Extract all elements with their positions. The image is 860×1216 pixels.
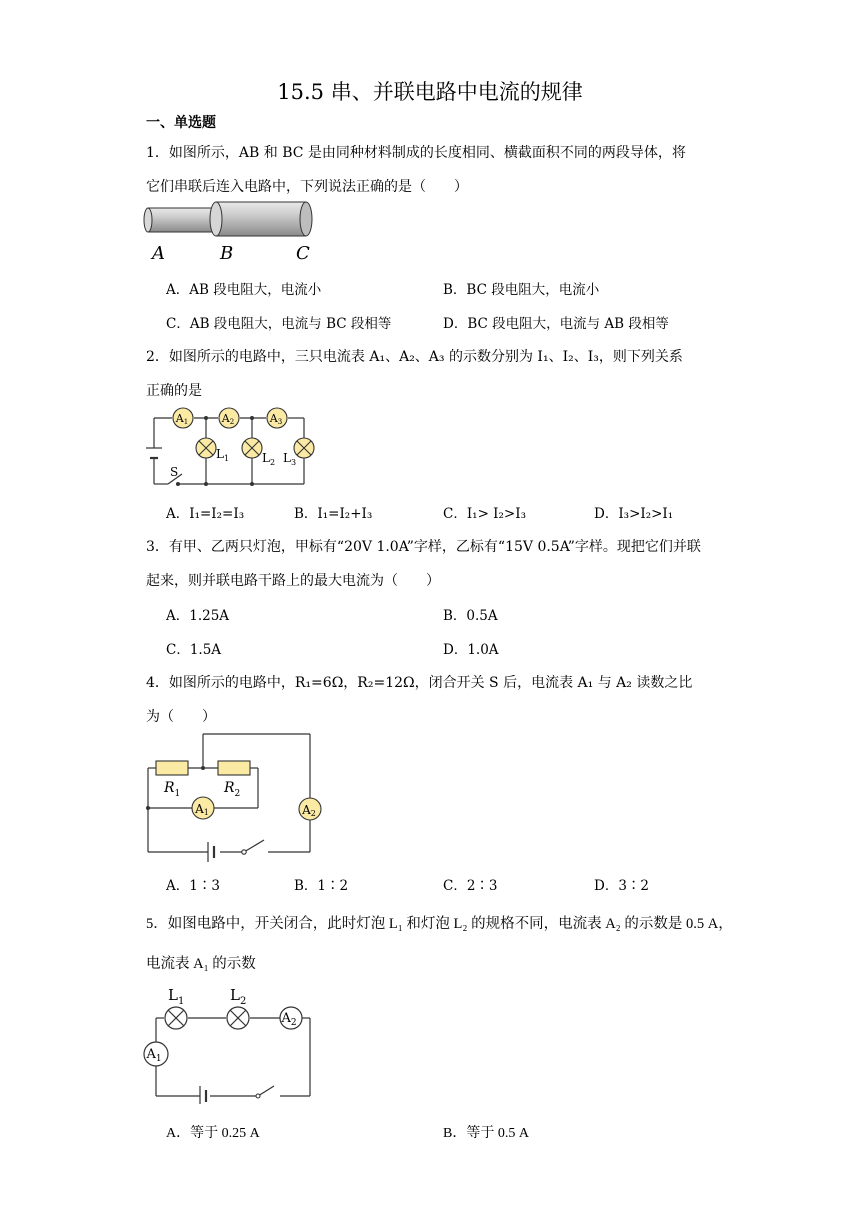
- q1-option-d[interactable]: D．BC 段电阻大，电流与 AB 段相等: [443, 316, 669, 332]
- resistor-r1: [156, 761, 188, 775]
- q1-option-a[interactable]: A．AB 段电阻大，电流小: [166, 282, 322, 298]
- q4-option-c[interactable]: C．2∶3: [443, 878, 498, 894]
- q4-option-a[interactable]: A．1∶3: [166, 878, 220, 894]
- q1-option-b[interactable]: B．BC 段电阻大，电流小: [443, 282, 600, 298]
- svg-text:R2: $R_2$: [224, 780, 241, 799]
- q1-stem-line2: 它们串联后连入电路中，下列说法正确的是（ ）: [146, 179, 468, 195]
- svg-text:L2: $L_2$: [262, 451, 276, 467]
- q5-stem-line2: 电流表 A₁ 的示数: [146, 956, 256, 972]
- q3-option-d[interactable]: D．1.0A: [443, 642, 499, 658]
- svg-text:A2: A2: [302, 803, 316, 818]
- page-title: 15.5 串、并联电路中电流的规律: [277, 80, 583, 104]
- q1-stem-line1: 1．如图所示，AB 和 BC 是由同种材料制成的长度相同、横截面积不同的两段导体，将: [146, 145, 686, 161]
- q2-option-d[interactable]: D．I₃>I₂>I₁: [594, 506, 674, 522]
- svg-text:S: S: [170, 465, 179, 479]
- svg-text:L3: $L_3$: [283, 451, 297, 467]
- q3-option-c[interactable]: C．1.5A: [166, 642, 222, 658]
- q5-circuit-figure: [140, 984, 320, 1104]
- q5-option-a[interactable]: A．等于 0.25 A: [166, 1126, 260, 1141]
- svg-text:A1: A1: [175, 412, 189, 426]
- q3-option-a[interactable]: A．1.25A: [166, 608, 230, 624]
- label-c: C: [296, 243, 310, 264]
- label-a: A: [152, 243, 165, 264]
- q5-option-b[interactable]: B．等于 0.5 A: [443, 1126, 529, 1141]
- q2-stem-line1: 2．如图所示的电路中，三只电流表 A₁、A₂、A₃ 的示数分别为 I₁、I₂、I₃，则下列关系: [146, 349, 683, 365]
- resistor-r2: [218, 761, 250, 775]
- q4-stem-line1: 4．如图所示的电路中，R₁=6Ω，R₂=12Ω，闭合开关 S 后，电流表 A₁ 与 A₂ 读数之比: [146, 675, 693, 691]
- label-b: B: [220, 243, 234, 264]
- thin-conductor-ab: [148, 208, 218, 232]
- svg-text:L1: $L_1$: [168, 986, 185, 1007]
- thick-conductor-bc: [216, 202, 306, 236]
- q4-option-d[interactable]: D．3∶2: [594, 878, 650, 894]
- q2-option-a[interactable]: A．I₁=I₂=I₃: [166, 506, 245, 522]
- q2-option-b[interactable]: B．I₁=I₂+I₃: [294, 506, 373, 522]
- svg-text:A2: A2: [221, 412, 235, 426]
- svg-text:L2: $L_2$: [230, 986, 247, 1007]
- svg-text:A3: A3: [269, 412, 283, 426]
- section-heading: 一、单选题: [146, 115, 216, 131]
- q3-option-b[interactable]: B．0.5A: [443, 608, 498, 624]
- svg-text:R1: $R_1$: [164, 780, 181, 799]
- q2-option-c[interactable]: C．I₁> I₂>I₃: [443, 506, 526, 522]
- svg-text:L1: $L_1$: [216, 447, 230, 463]
- q4-stem-line2: 为（ ）: [146, 709, 216, 725]
- svg-text:A1: $A_1$: [146, 1047, 162, 1064]
- q2-stem-line2: 正确的是: [146, 383, 202, 399]
- q1-option-c[interactable]: C．AB 段电阻大，电流与 BC 段相等: [166, 316, 392, 332]
- q3-stem-line2: 起来，则并联电路干路上的最大电流为（ ）: [146, 573, 440, 589]
- svg-text:A2: $A_2$: [281, 1011, 297, 1028]
- q4-circuit-figure: [140, 728, 330, 864]
- q2-circuit-figure: [140, 404, 340, 494]
- q5-stem-line1: 5．如图电路中，开关闭合，此时灯泡 L₁ 和灯泡 L₂ 的规格不同，电流表 A₂ 的示数是 0.5 A，: [146, 916, 733, 932]
- q4-option-b[interactable]: B．1∶2: [294, 878, 349, 894]
- q1-conductor-figure: [140, 196, 320, 268]
- q3-stem-line1: 3．有甲、乙两只灯泡，甲标有“20V 1.0A”字样，乙标有“15V 0.5A”字样。现把它们并联: [146, 539, 701, 555]
- svg-text:A1: A1: [195, 802, 209, 817]
